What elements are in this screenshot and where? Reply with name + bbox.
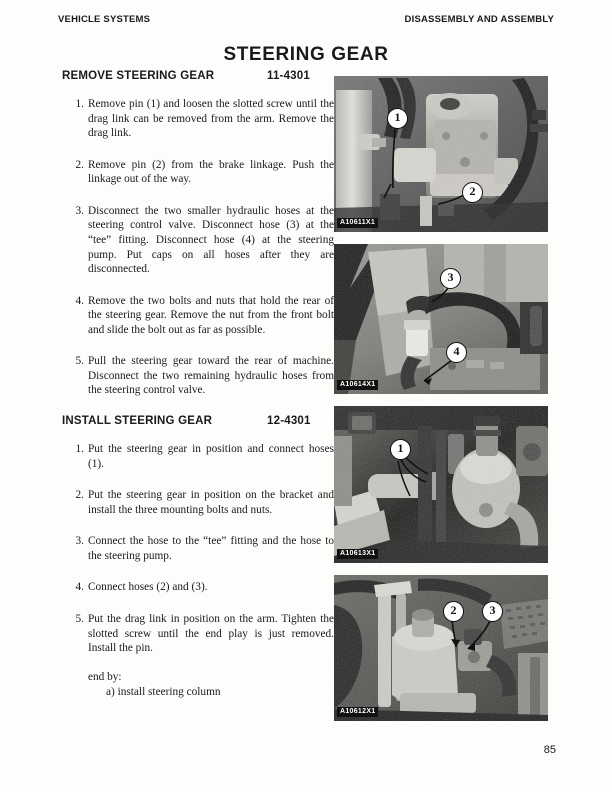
end-by-item: a) install steering column xyxy=(106,685,221,698)
step-item xyxy=(62,97,334,141)
figure-3-leaders xyxy=(334,406,548,563)
page-number: 85 xyxy=(543,744,556,756)
step-text: Remove pin (1) and loosen the slotted screw until the drag link can be removed from the arm. Remove the drag link. xyxy=(88,98,334,140)
step-item xyxy=(62,294,334,338)
step-item xyxy=(62,204,334,277)
step-item xyxy=(62,488,334,517)
figure-1-callout-1: 1 xyxy=(387,108,408,129)
step-number: 5. xyxy=(75,612,84,625)
figure-4-id: A10612X1 xyxy=(337,707,378,717)
step-number: 3. xyxy=(75,204,84,217)
step-item xyxy=(62,612,334,656)
step-text: Put the drag link in position on the arm. Tighten the slotted screw until the end play is just removed. Install the pin. xyxy=(88,612,334,655)
step-number: 2. xyxy=(75,158,84,171)
steps-remove xyxy=(62,97,334,398)
figure-2-callout-3: 3 xyxy=(440,268,461,289)
section-heading-remove xyxy=(62,70,334,85)
step-text: Put the steering gear in position on the bracket and install the three mounting bolts and nuts. xyxy=(88,489,334,516)
figure-2-leaders xyxy=(334,244,548,394)
step-text: Remove pin (2) from the brake linkage. Push the linkage out of the way. xyxy=(88,158,334,186)
end-by-label: end by: xyxy=(88,670,122,683)
section-title: REMOVE STEERING GEAR xyxy=(62,70,215,82)
running-head xyxy=(58,14,554,28)
figure-2 xyxy=(334,244,548,394)
figure-4-leaders xyxy=(334,575,548,721)
figure-4-callout-3: 3 xyxy=(482,601,503,622)
step-text: Pull the steering gear toward the rear of machine. Disconnect the two remaining hydraulic hoses from the steering control valve. xyxy=(88,355,334,397)
page-title: STEERING GEAR xyxy=(223,44,389,65)
step-text: Connect the hose to the “tee” fitting and the hose to the steering pump. xyxy=(88,535,334,562)
figure-3-callout-1: 1 xyxy=(390,439,411,460)
step-text: Connect hoses (2) and (3). xyxy=(88,581,208,594)
running-head-right: DISASSEMBLY AND ASSEMBLY xyxy=(404,14,554,25)
figure-4-callout-2: 2 xyxy=(443,601,464,622)
figure-1-callout-2: 2 xyxy=(462,182,483,203)
figure-2-callout-4: 4 xyxy=(446,342,467,363)
section-heading-install xyxy=(62,415,334,430)
procedure-column xyxy=(62,70,334,700)
end-by-block xyxy=(62,670,334,701)
steps-install xyxy=(62,442,334,656)
step-item xyxy=(62,534,334,563)
figure-3 xyxy=(334,406,548,563)
step-item xyxy=(62,580,334,595)
figure-1-leaders xyxy=(334,76,548,232)
step-number: 3. xyxy=(75,535,84,548)
step-number: 4. xyxy=(75,294,84,307)
step-number: 2. xyxy=(75,489,84,502)
step-item xyxy=(62,442,334,471)
step-number: 5. xyxy=(75,355,84,368)
figure-1-id: A10611X1 xyxy=(337,218,378,228)
figure-1 xyxy=(334,76,548,232)
step-number: 4. xyxy=(75,581,84,594)
step-item xyxy=(62,158,334,187)
figure-2-id: A10614X1 xyxy=(337,380,378,390)
figure-4 xyxy=(334,575,548,721)
step-text: Disconnect the two smaller hydraulic hoses at the steering control valve. Disconnect hose (3) at the “tee” fitting. Disconnect hose (4) at the steering pump. Put caps on all hoses after they are disconnected. xyxy=(88,204,334,276)
step-number: 1. xyxy=(75,443,84,455)
section-code: 12-4301 xyxy=(267,415,311,427)
figure-column xyxy=(334,76,548,733)
running-head-left: VEHICLE SYSTEMS xyxy=(58,14,151,25)
section-title: INSTALL STEERING GEAR xyxy=(62,415,213,427)
step-number: 1. xyxy=(75,98,84,110)
figure-3-id: A10613X1 xyxy=(337,549,378,559)
section-code: 11-4301 xyxy=(267,70,310,82)
step-text: Remove the two bolts and nuts that hold the rear of the steering gear. Remove the nut from the front bolt and slide the bolt out as far as possible. xyxy=(88,294,334,336)
step-item xyxy=(62,354,334,398)
step-text: Put the steering gear in position and connect hoses (1). xyxy=(88,443,334,470)
